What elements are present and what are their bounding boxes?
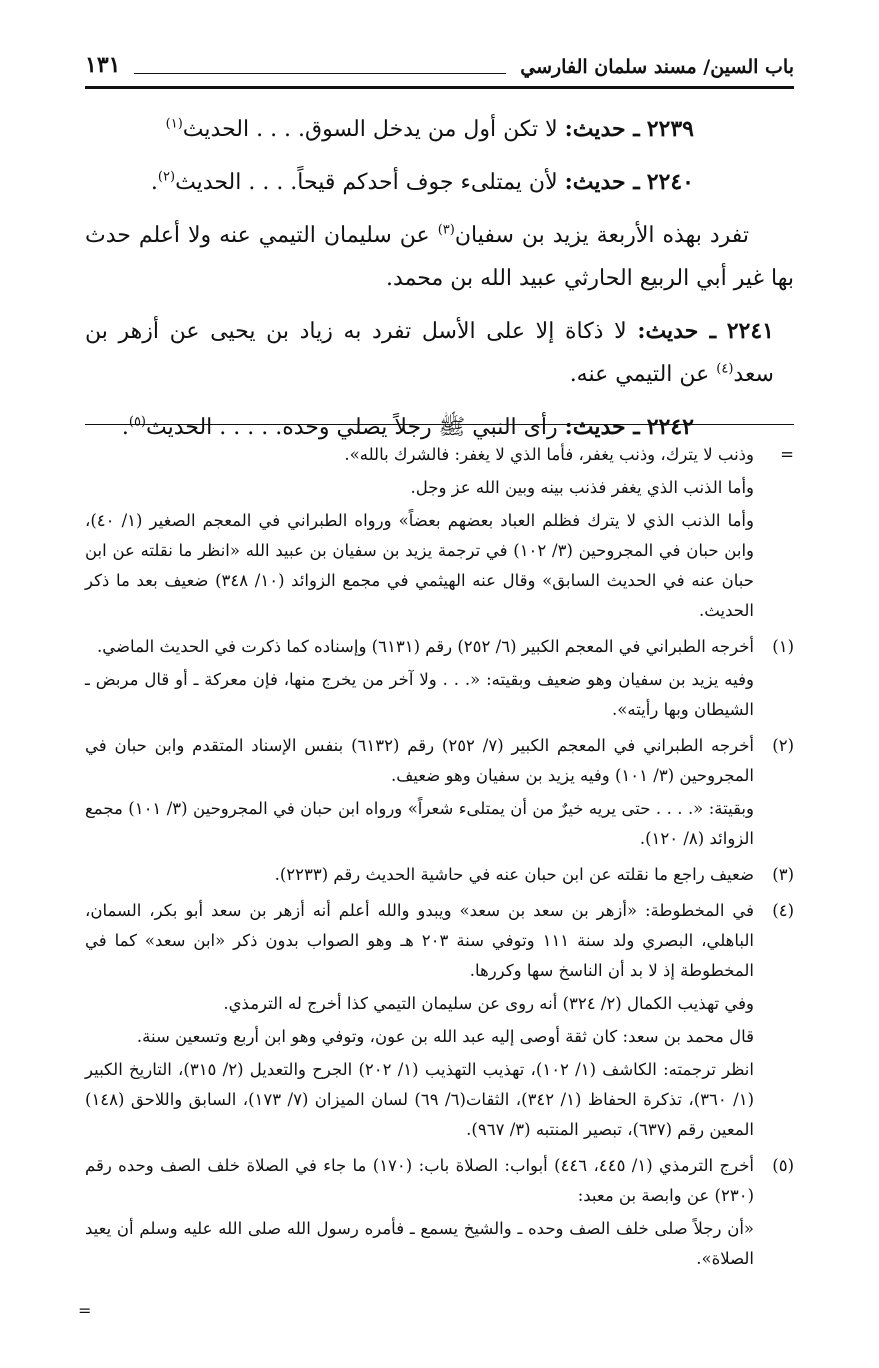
hadith-number: ٢٢٣٩ [646,116,694,142]
footnotes [85,440,794,1280]
footnote-paragraph: في المخطوطة: «أزهر بن سعد بن سعد» ويبدو والله أعلم أنه أزهر بن سعد أبو بكر، السمان، الباهلي، البصري ولد سنة ١١١ وتوفي سنة ٢٠٣ هـ وهو الصواب بدون ذكر «ابن سعد» كما في المخطوطة إذ لا بد أن الناسخ سها وكررها. [85,901,754,980]
footnote-paragraph: أخرجه الطبراني في المعجم الكبير (٦/ ٢٥٢) رقم (٦١٣١) وإسناده كما ذكرت في الحديث الماضي. [97,637,754,656]
footnote-paragraph: وذنب لا يترك، وذنب يغفر، فأما الذي لا يغفر: فالشرك بالله». [344,445,754,464]
hadith-2240 [85,161,794,204]
footnote-paragraph: انظر ترجمته: الكاشف (١/ ١٠٢)، تهذيب التهذيب (١/ ٢٠٢) الجرح والتعديل (٢/ ٣١٥)، التاريخ الكبير (١/ ٣٦٠)، تذكرة الحفاظ (١/ ٣٤٢)، الثقات(٦/ ٦٩) لسان الميزان (٧/ ١٧٣)، السابق واللاحق (١٤٨) المعين رقم (٦٣٧)، تبصير المنتبه (٣/ ٩٦٧). [85,1060,755,1139]
continuation-mark: = [78,1301,92,1320]
footnote-ref[interactable]: (٢) [157,169,176,185]
header-divider [85,86,794,89]
footnote-2 [85,731,794,857]
footnote-marker: = [780,445,794,464]
main-text [85,108,794,459]
hadith-label: ـ حديث: [564,169,640,195]
hadith-2241 [85,310,794,396]
note-text: عن سليمان التيمي عنه ولا أعلم حدث بها غير أبي الربيع الحارثي عبيد الله بن محمد. [85,223,794,291]
footnote-paragraph: قال محمد بن سعد: كان ثقة أوصى إليه عبد الله بن عون، وتوفي وهو ابن أربع وتسعين سنة. [136,1027,754,1046]
footnote-paragraph: وفي تهذيب الكمال (٢/ ٣٢٤) أنه روى عن سليمان التيمي كذا أخرج له الترمذي. [223,994,754,1013]
footnote-ref[interactable]: (١) [165,116,183,132]
running-header [85,44,794,84]
footnote-marker: (٢) [772,736,794,755]
hadith-text: لأن يمتلىء جوف أحدكم قيحاً. . . . الحديث [175,170,558,195]
hadith-text: لا ذكاة إلا على الأسل تفرد به زياد بن يحيى عن أزهر بن سعد [85,319,774,387]
note-text: تفرد بهذه الأربعة يزيد بن سفيان [454,223,750,248]
footnote-paragraph: وأما الذنب الذي لا يترك فظلم العباد بعضهم بعضاً» ورواه الطبراني في المعجم الصغير (١/ ٤٠)، وابن حبان في المجروحين (٣/ ١٠٢) في ترجمة يزيد بن سفيان بن عبيد الله «انظر ما نقلته عن ابن حبان عنه في الحديث السابق» وقال عنه الهيثمي في مجمع الزوائد (١٠/ ٣٤٨) ضعيف بعد ما ذكر الحديث. [85,511,754,620]
footnote-ref[interactable]: (٣) [437,222,455,238]
hadith-label: ـ حديث: [564,116,640,142]
footnote-paragraph: وأما الذنب الذي يغفر فذنب بينه وبين الله عز وجل. [410,478,754,497]
footnote-marker: (٤) [772,901,794,920]
hadith-label: ـ حديث: [564,414,640,440]
footnote-marker: (٥) [772,1156,794,1175]
hadith-2239 [85,108,794,151]
header-rule-line [134,73,506,74]
hadith-number: ٢٢٤١ [726,318,774,344]
footnote-marker: (٣) [772,865,794,884]
footnote-divider [85,424,794,425]
hadith-number: ٢٢٤٠ [646,169,694,195]
hadith-text: عن التيمي عنه. [569,362,710,387]
footnote-paragraph: أخرج الترمذي (١/ ٤٤٥، ٤٤٦) أبواب: الصلاة باب: (١٧٠) ما جاء في الصلاة خلف الصف وحده رقم (٢٣٠) عن وابصة بن معبد: [85,1156,755,1205]
hadith-text: لا تكن أول من يدخل السوق. . . . الحديث [182,117,558,142]
hadith-number: ٢٢٤٢ [646,414,694,440]
footnote-ref[interactable]: (٥) [128,414,146,430]
footnote-1 [85,632,794,728]
footnote-paragraph: وفيه يزيد بن سفيان وهو ضعيف وبقيته: «. . . ولا آخر من يخرج منها، فإن معركة ـ أو قال مربض ـ الشيطان وبها رأيته». [85,670,754,719]
footnote-paragraph: أخرجه الطبراني في المعجم الكبير (٧/ ٢٥٢) رقم (٦١٣٢) بنفس الإسناد المتقدم وابن حبان في المجروحين (٣/ ١٠١) وفيه يزيد بن سفيان وهو ضعيف. [85,736,754,785]
footnote-marker: (١) [772,637,794,656]
footnote-paragraph: وبقيتة: «. . . . حتى يريه خيرٌ من أن يمتلىء شعراً» ورواه ابن حبان في المجروحين (٣/ ١٠١) مجمع الزوائد (٨/ ١٢٠). [85,799,754,848]
author-note [85,214,794,300]
header-title: باب السين/ مسند سلمان الفارسي [520,56,794,78]
end-mark: . [150,170,158,195]
hadith-label: ـ حديث: [637,318,717,344]
footnote-ref[interactable]: (٤) [716,361,734,377]
footnote-5 [85,1151,794,1277]
footnote-paragraph: «أن رجلاً صلى خلف الصف وحده ـ والشيخ يسمع ـ فأمره رسول الله صلى الله عليه وسلم أن يعيد الصلاة». [85,1219,754,1268]
footnote-3 [85,860,794,893]
footnote-4 [85,896,794,1148]
hadith-text: رأى النبي ﷺ رجلاً يصلي وحده. . . . . الحديث [146,415,558,440]
end-mark: . [121,415,129,440]
footnote-paragraph: ضعيف راجع ما نقلته عن ابن حبان عنه في حاشية الحديث رقم (٢٢٣٣). [274,865,754,884]
page-number: ١٣١ [85,52,121,78]
footnote-continuation [85,440,794,629]
